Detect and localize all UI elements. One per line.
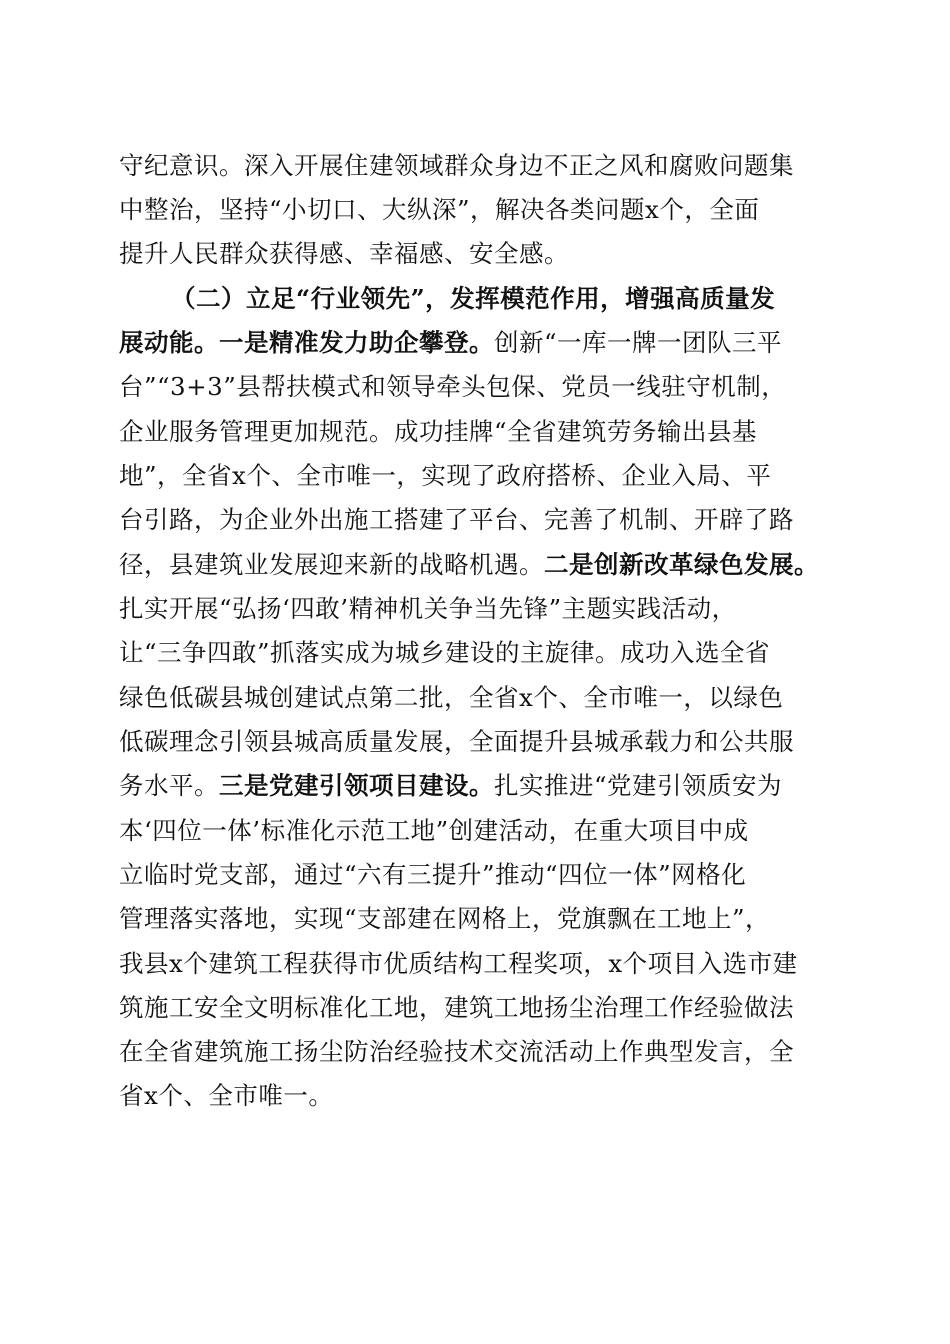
text-run: 守纪意识。深入开展住建领域群众身边不正之风和腐败问题集 bbox=[119, 151, 794, 180]
text-line bbox=[119, 497, 839, 543]
text-line bbox=[119, 231, 839, 277]
text-line bbox=[119, 1029, 839, 1075]
text-run: 在全省建筑施工扬尘防治经验技术交流活动上作典型发言，全 bbox=[119, 1037, 794, 1066]
text-run: 让“三争四敢”抓落实成为城乡建设的主旋律。成功入选全省 bbox=[119, 638, 771, 667]
text-line bbox=[119, 675, 839, 721]
text-run: 省x个、全市唯一。 bbox=[119, 1081, 334, 1110]
text-line bbox=[119, 364, 839, 410]
point-heading-3: 三是党建引领项目建设。 bbox=[219, 771, 494, 800]
text-run: 企业服务管理更加规范。成功挂牌“全省建筑劳务输出县基 bbox=[119, 417, 758, 446]
text-run: 地”，全省x个、全市唯一，实现了政府搭桥、企业入局、平 bbox=[119, 461, 772, 490]
section-heading: （二）立足“行业领先”，发挥模范作用，增强高质量发 bbox=[171, 284, 776, 313]
text-line bbox=[119, 985, 839, 1031]
text-run: 我县x个建筑工程获得市优质结构工程奖项，x个项目入选市建 bbox=[119, 949, 798, 978]
point-heading-2: 二是创新改革绿色发展。 bbox=[544, 550, 819, 579]
text-line bbox=[119, 852, 839, 898]
text-run: 立临时党支部，通过“六有三提升”推动“四位一体”网格化 bbox=[119, 860, 747, 889]
text-run: 台引路，为企业外出施工搭建了平台、完善了机制、开辟了路 bbox=[119, 505, 794, 534]
text-run: 径，县建筑业发展迎来新的战略机遇。 bbox=[119, 550, 544, 579]
text-run: 绿色低碳县城创建试点第二批，全省x个、全市唯一，以绿色 bbox=[119, 683, 784, 712]
text-line bbox=[119, 187, 839, 233]
text-run: 扎实推进“党建引领质安为 bbox=[494, 771, 783, 800]
text-run: 本‘四位一体’标准化示范工地”创建活动，在重大项目中成 bbox=[119, 816, 749, 845]
text-run: 低碳理念引领县城高质量发展，全面提升县城承载力和公共服 bbox=[119, 727, 794, 756]
text-line bbox=[119, 630, 839, 676]
text-run: 提升人民群众获得感、幸福感、安全感。 bbox=[119, 239, 569, 268]
section-heading-tail: 展动能。 bbox=[119, 328, 219, 357]
text-run: 管理落实落地，实现“支部建在网格上，党旗飘在工地上”， bbox=[119, 904, 771, 933]
text-line bbox=[119, 763, 839, 809]
text-run: 扎实开展“弘扬‘四敢’精神机关争当先锋”主题实践活动， bbox=[119, 594, 737, 623]
text-line bbox=[119, 941, 839, 987]
text-run: 中整治，坚持“小切口、大纵深”，解决各类问题x个，全面 bbox=[119, 195, 760, 224]
text-line bbox=[119, 896, 839, 942]
text-run: 创新“一库一牌一团队三平 bbox=[494, 328, 783, 357]
text-line bbox=[119, 409, 839, 455]
text-run: 筑施工安全文明标准化工地，建筑工地扬尘治理工作经验做法 bbox=[119, 993, 794, 1022]
text-line bbox=[119, 143, 839, 189]
text-line bbox=[119, 586, 839, 632]
point-heading-1: 一是精准发力助企攀登。 bbox=[219, 328, 494, 357]
text-line bbox=[119, 542, 839, 588]
text-line bbox=[119, 320, 839, 366]
section-heading-line bbox=[171, 276, 839, 322]
text-line bbox=[119, 1073, 839, 1119]
text-run: 台”“3+3”县帮扶模式和领导牵头包保、党员一线驻守机制， bbox=[119, 372, 787, 401]
text-line bbox=[119, 453, 839, 499]
text-line bbox=[119, 719, 839, 765]
text-line bbox=[119, 808, 839, 854]
text-run: 务水平。 bbox=[119, 771, 219, 800]
